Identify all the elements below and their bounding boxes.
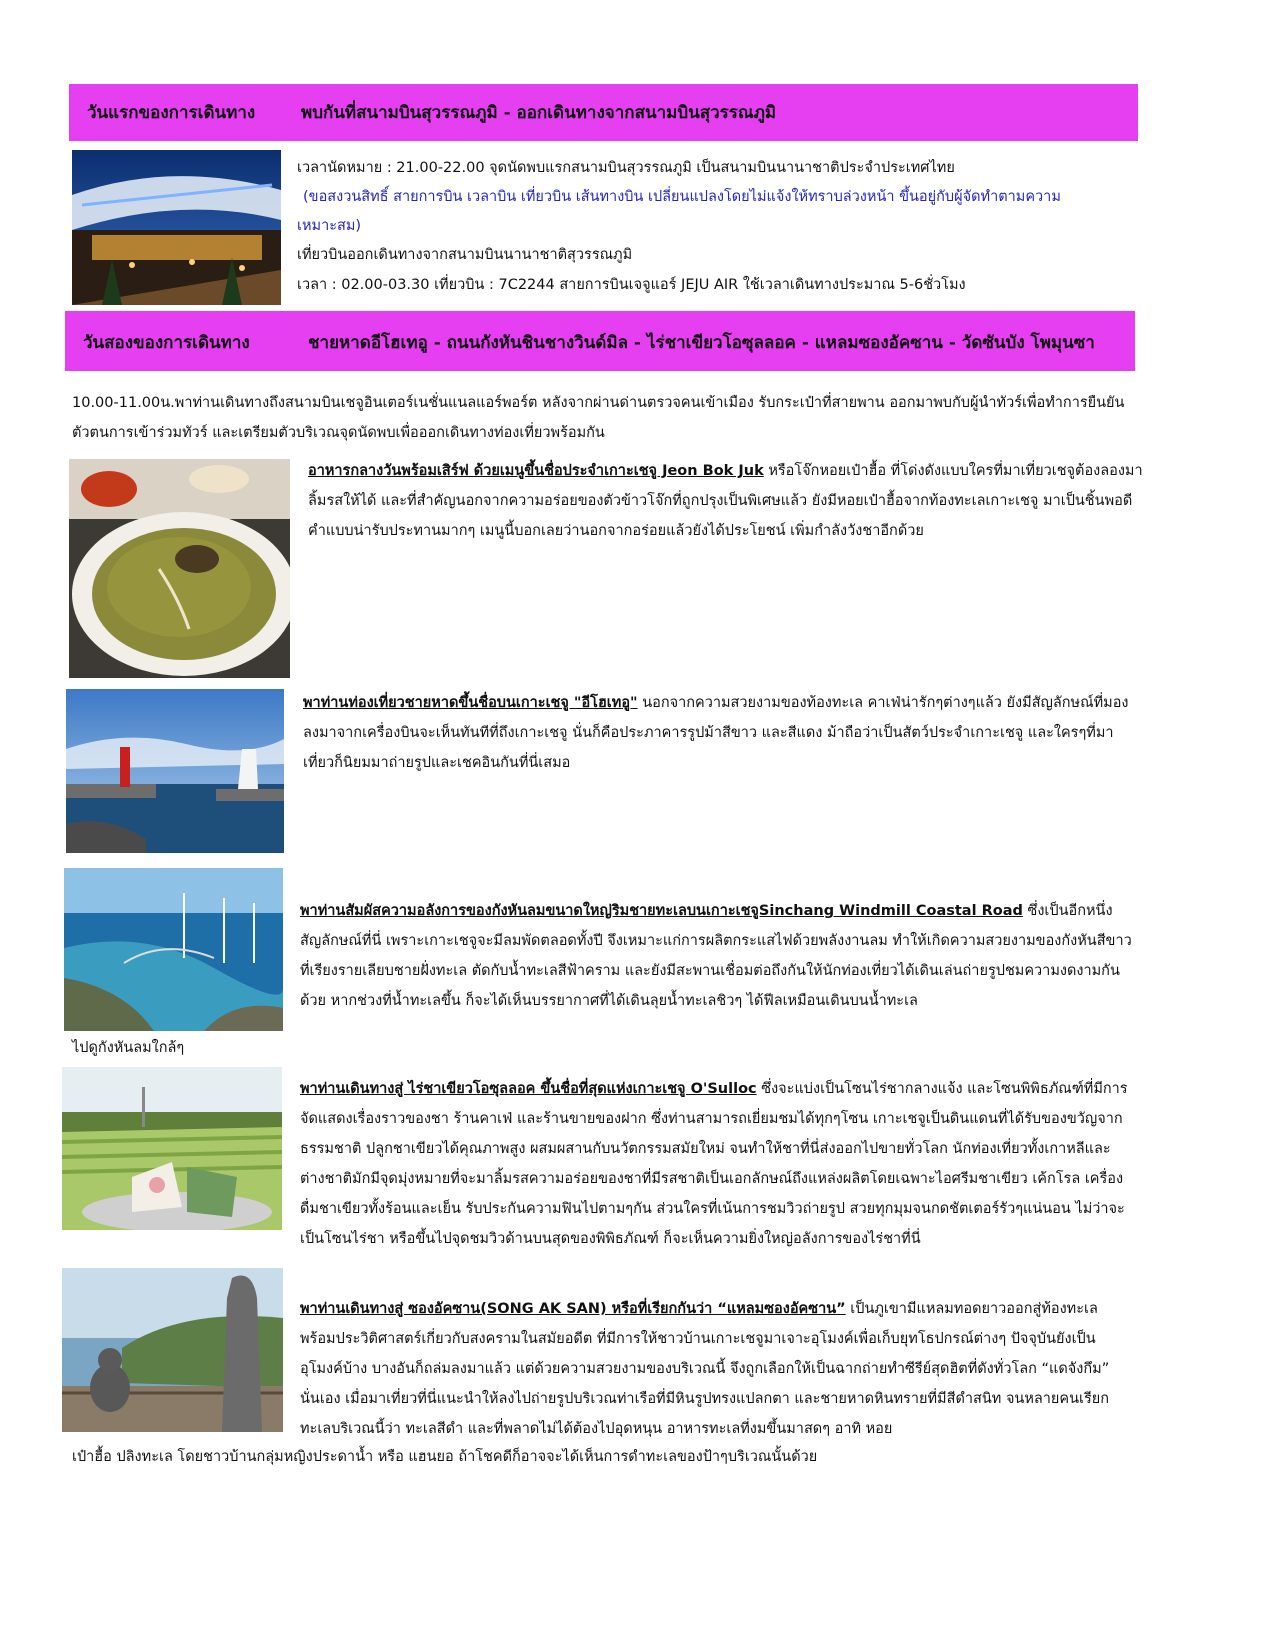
sinchang-windmill-photo [64, 868, 283, 1031]
item-iho-tewoo [303, 688, 1133, 778]
day1-route: พบกันที่สนามบินสุวรรณภูมิ - ออกเดินทางจากสนามบินสุวรรณภูมิ [301, 103, 777, 123]
item-songaksan [300, 1294, 1138, 1444]
item-abalone-title: อาหารกลางวันพร้อมเสิร์ฟ ด้วยเมนูขึ้นชื่อประจำเกาะเชจู Jeon Bok Juk [308, 463, 764, 479]
day2-title: วันสองของการเดินทาง [83, 333, 250, 353]
item-windmill-text: ซึ่งเป็นอีกหนึ่งสัญลักษณ์ที่นี่ เพราะเกาะเชจูจะมีลมพัดตลอดทั้งปี จึงเหมาะแก่การผลิตกระแสไฟด้วยพลังงานลม ทำให้เกิดความสวยงามของกังหันสีขาวที่เรียงรายเลียบชายฝั่งทะเล ตัดกับน้ำทะเลสีฟ้าคราม และยังมีสะพานเชื่อมต่อถึงกันให้นักท่องเที่ยวได้เดินเล่นถ่ายรูปชมความงดงามกันด้วย หากช่วงที่น้ำทะเลขึ้น ก็จะได้เห็นบรรยากาศที่ได้เดินลุยน้ำทะเลชิวๆ ได้ฟีลเหมือนเดินบนน้ำทะเล [300, 903, 1132, 1009]
abalone-porridge-photo [69, 459, 290, 678]
item-windmill [300, 896, 1135, 1016]
item-songaksan-title: พาท่านเดินทางสู่ ซองอัคซาน(SONG AK SAN) หรือที่เรียกกันว่า “แหลมซองอัคซาน” [300, 1301, 846, 1317]
airport-photo [72, 150, 281, 305]
day1-title: วันแรกของการเดินทาง [87, 103, 256, 123]
item-iho-tewoo-title: พาท่านท่องเที่ยวชายหาดขึ้นชื่อบนเกาะเชจู "อีโฮเทอู" [303, 695, 638, 711]
day2-arrival-text: 10.00-11.00น.พาท่านเดินทางถึงสนามบินเชจูอินเตอร์เนชั่นแนลแอร์พอร์ต หลังจากผ่านด่านตรวจคนเข้าเมือง รับกระเป๋าที่สายพาน ออกมาพบกับผู้นำทัวร์เพื่อทำการยืนยันตัวตนการเข้าร่วมทัวร์ และเตรียมตัวบริเวณจุดนัดพบเพื่อออกเดินทางท่องเที่ยวพร้อมกัน [72, 395, 1125, 441]
day1-flight-info: เวลา : 02.00-03.30 เที่ยวบิน : 7C2244 สายการบินเจจูแอร์ JEJU AIR ใช้เวลาเดินทางประมาณ 5-6ชั่วโมง [297, 277, 966, 293]
iho-tewoo-beach-photo [66, 689, 284, 853]
item-osulloc-title: พาท่านเดินทางสู่ ไร่ชาเขียวโอซุลลอค ขึ้นชื่อที่สุดแห่งเกาะเชจู O'Sulloc [300, 1081, 757, 1097]
songaksan-photo [62, 1268, 283, 1432]
day1-meeting-time: เวลานัดหมาย : 21.00-22.00 จุดนัดพบแรกสนามบินสุวรรณภูมิ เป็นสนามบินนานาชาติประจำประเทศไทย [297, 160, 955, 176]
item-abalone [308, 456, 1143, 546]
day1-banner [69, 84, 1138, 141]
item-windmill-title: พาท่านสัมผัสความอลังการของกังหันลมขนาดใหญ่ริมชายทะเลบนเกาะเชจูSinchang Windmill Coastal Road [300, 903, 1023, 919]
item-songaksan-tail: เป๋าฮื้อ ปลิงทะเล โดยชาวบ้านกลุ่มหญิงประดาน้ำ หรือ แฮนยอ ถ้าโชคดีก็อาจจะได้เห็นการดำทะเลของป้าๆบริเวณนั้นด้วย [72, 1449, 818, 1465]
day1-disclaimer: (ขอสงวนสิทธิ์ สายการบิน เวลาบิน เที่ยวบิน เส้นทางบิน เปลี่ยนแปลงโดยไม่แจ้งให้ทราบล่วงหน้า ขึ้นอยู่กับผู้จัดทำตามความ [303, 189, 1061, 205]
item-songaksan-text: เป็นภูเขามีแหลมทอดยาวออกสู่ท้องทะเล พร้อมประวิติศาสตร์เกี่ยวกับสงครามในสมัยอดีต ที่มีการให้ชาวบ้านเกาะเชจูมาเจาะอุโมงค์เพื่อเก็บยุทโธปกรณ์ต่างๆ ปัจจุบันยังเป็นอุโมงค์บ้าง บางอันก็ถล่มลงมาแล้ว แต่ด้วยความสวยงามของบริเวณนี้ จึงถูกเลือกให้เป็นฉากถ่ายทำซีรีย์สุดฮิตที่ดังทั่วโลก “แดจังกึม” นั่นเอง เมื่อมาเที่ยวที่นี่แนะนำให้ลงไปถ่ายรูปบริเวณท่าเรือที่มีหินรูปทรงแปลกตา และชายหาดหินทรายที่มีสีดำสนิท จนหลายคนเรียกทะเลบริเวณนี้ว่า ทะเลสีดำ และที่พลาดไม่ได้ต้องไปอุดหนุน อาหารทะเลที่งมขึ้นมาสดๆ อาทิ หอย [300, 1301, 1110, 1437]
day1-departure: เที่ยวบินออกเดินทางจากสนามบินนานาชาติสุวรรณภูมิ [297, 247, 633, 263]
item-abalone-text: หรือโจ๊กหอยเป๋าฮื้อ ที่โด่งดังแบบใครที่มาเที่ยวเชจูต้องลองมาลิ้มรสให้ได้ และที่สำคัญนอกจากความอร่อยของตัวข้าวโจ๊กที่ถูกปรุงเป็นพิเศษแล้ว ยังมีหอยเป๋าฮื้อจากท้องทะเลเกาะเชจู มาเป็นชิ้นพอดีคำแบบน่ารับประทานมากๆ เมนูนี้บอกเลยว่านอกจากอร่อยแล้วยังได้ประโยชน์ เพิ่มกำลังวังชาอีกด้วย [308, 463, 1143, 539]
item-iho-tewoo-text: นอกจากความสวยงามของท้องทะเล คาเฟ่น่ารักๆต่างๆแล้ว ยังมีสัญลักษณ์ที่มองลงมาจากเครื่องบินจะเห็นทันทีที่ถึงเกาะเชจู นั่นก็คือประภาคารรูปม้าสีขาว และสีแดง ม้าถือว่าเป็นสัตว์ประจำเกาะเชจู และใครๆที่มาเที่ยวก็นิยมมาถ่ายรูปและเชคอินกันที่นี่เสมอ [303, 695, 1129, 771]
item-windmill-tail: ไปดูกังหันลมใกล้ๆ [72, 1040, 185, 1056]
item-osulloc-text: ซึ่งจะแบ่งเป็นโซนไร่ชากลางแจ้ง และโซนพิพิธภัณฑ์ที่มีการจัดแสดงเรื่องราวของชา ร้านคาเฟ่ และร้านขายของฝาก ซึ่งท่านสามารถเยี่ยมชมได้ทุกๆโซน เกาะเชจูเป็นดินแดนที่ได้รับของขวัญจากธรรมชาติ ปลูกชาเขียวได้คุณภาพสูง ผสมผสานกับนวัตกรรมสมัยใหม่ จนทำให้ชาที่นี่ส่งออกไปขายทั่วโลก นักท่องเที่ยวทั้งเกาหลีและต่างชาติมักมีจุดมุ่งหมายที่จะมาลิ้มรสความอร่อยของชาที่มีรสชาติเป็นเอกลักษณ์ถึงแหล่งผลิตโดยเฉพาะไอศรีมชาเขียว เค้กโรล เครื่องดื่มชาเขียวทั้งร้อนและเย็น รับประกันความฟินไปตามๆกัน ส่วนใครที่เน้นการชมวิวถ่ายรูป สวยทุกมุมจนกดชัตเตอร์รัวๆแน่นอน ไม่ว่าจะเป็นโซนไร่ชา หรือขึ้นไปจุดชมวิวด้านบนสุดของพิพิธภัณฑ์ ก็จะเห็นความยิ่งใหญ่อลังการของไร่ชาที่นี่ [300, 1081, 1128, 1247]
item-osulloc [300, 1074, 1135, 1254]
osulloc-tea-photo [62, 1067, 282, 1230]
day2-route: ชายหาดอีโฮเทอู - ถนนกังหันชินชางวินด์มิล - ไร่ชาเขียวโอซุลลอค - แหลมซองอัคซาน - วัดซันบัง โพมุนซา [308, 333, 1095, 353]
day1-disclaimer-end: เหมาะสม) [297, 218, 362, 234]
day2-arrival [72, 388, 1132, 448]
day2-banner [65, 311, 1135, 371]
